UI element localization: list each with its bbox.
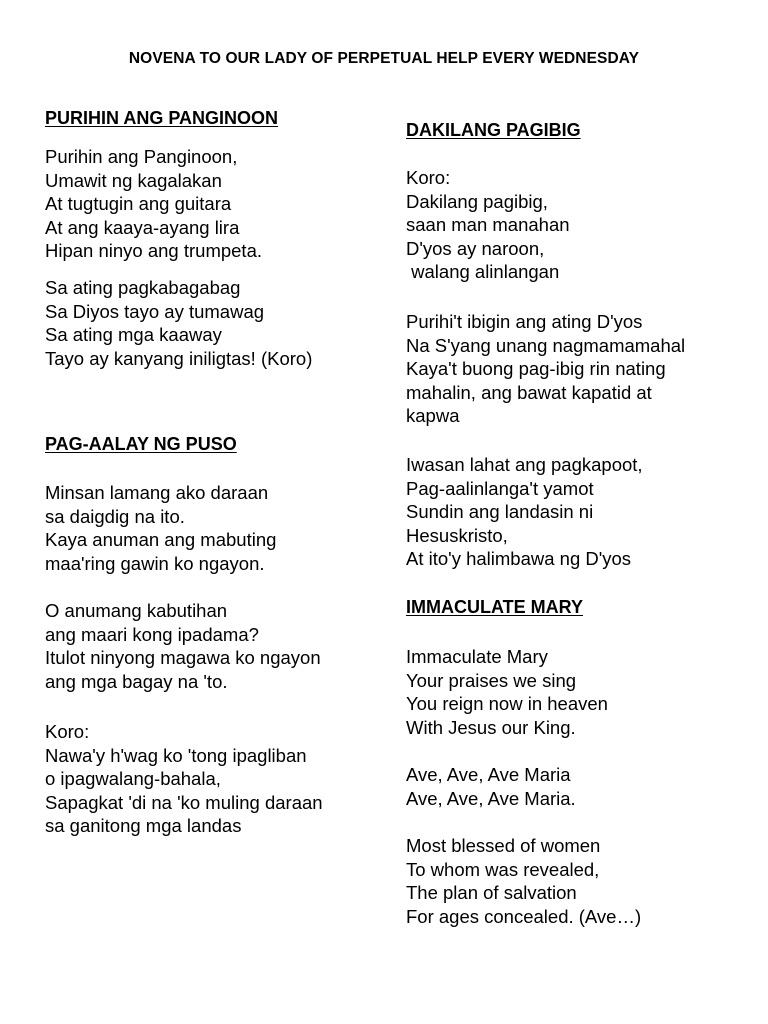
- song-title: PAG-AALAY NG PUSO: [45, 434, 237, 454]
- lyric-line: Purihi't ibigin ang ating D'yos: [406, 311, 643, 332]
- lyric-line: Purihin ang Panginoon,: [45, 146, 238, 167]
- lyric-line: Ave, Ave, Ave Maria: [406, 764, 571, 785]
- lyric-line: Sapagkat 'di na 'ko muling daraan: [45, 791, 323, 813]
- lyric-line: Hipan ninyo ang trumpeta.: [45, 240, 262, 261]
- lyric-line: The plan of salvation: [406, 882, 577, 903]
- lyric-line: Sa ating mga kaaway: [45, 324, 222, 345]
- lyric-line: Na S'yang unang nagmamamahal: [406, 334, 686, 356]
- lyric-line: sa ganitong mga landas: [45, 815, 242, 836]
- lyric-line: With Jesus our King.: [406, 716, 576, 738]
- stanza: [45, 145, 262, 263]
- lyric-line: D'yos ay naroon,: [406, 237, 545, 259]
- stanza: [45, 276, 312, 370]
- lyric-line: ang mga bagay na 'to.: [45, 670, 228, 692]
- lyric-line: At ang kaaya-ayang lira: [45, 216, 240, 238]
- song-title: IMMACULATE MARY: [406, 597, 583, 617]
- lyric-line: You reign now in heaven: [406, 693, 608, 714]
- lyric-line: Itulot ninyong magawa ko ngayon: [45, 647, 321, 668]
- lyric-line: To whom was revealed,: [406, 858, 600, 880]
- stanza: [45, 481, 276, 575]
- lyric-line: At ito'y halimbawa ng D'yos: [406, 548, 632, 569]
- stanza: [45, 599, 321, 693]
- lyric-line: Immaculate Mary: [406, 646, 548, 667]
- stanza: [406, 645, 608, 739]
- lyric-line: For ages concealed. (Ave…): [406, 905, 642, 927]
- lyric-line: Most blessed of women: [406, 835, 601, 856]
- lyric-line: kapwa: [406, 405, 460, 426]
- left-column: [45, 0, 385, 1024]
- stanza: [406, 453, 643, 571]
- lyric-line: Nawa'y h'wag ko 'tong ipagliban: [45, 744, 307, 766]
- stanza: [406, 834, 641, 928]
- lyric-line: O anumang kabutihan: [45, 600, 228, 621]
- lyric-line: Iwasan lahat ang pagkapoot,: [406, 454, 643, 475]
- lyric-line: maa'ring gawin ko ngayon.: [45, 552, 265, 574]
- song-title: DAKILANG PAGIBIG: [406, 120, 581, 140]
- stanza: [45, 720, 323, 838]
- lyric-line: Ave, Ave, Ave Maria.: [406, 787, 576, 809]
- lyric-line: saan man manahan: [406, 214, 570, 235]
- stanza: [406, 166, 570, 284]
- lyric-line: Minsan lamang ako daraan: [45, 482, 269, 503]
- lyric-line: Sa ating pagkabagabag: [45, 277, 241, 298]
- lyric-line: Sa Diyos tayo ay tumawag: [45, 300, 265, 322]
- lyric-line: mahalin, ang bawat kapatid at: [406, 381, 652, 403]
- stanza: [406, 310, 685, 428]
- lyric-line: o ipagwalang-bahala,: [45, 768, 221, 789]
- lyric-line: Your praises we sing: [406, 669, 577, 691]
- lyric-line: sa daigdig na ito.: [45, 505, 185, 527]
- lyric-line: Koro:: [45, 721, 90, 742]
- stanza: [406, 763, 576, 810]
- right-column: [406, 0, 756, 1024]
- lyric-line: Dakilang pagibig,: [406, 190, 548, 212]
- lyric-line: Umawit ng kagalakan: [45, 169, 222, 191]
- lyric-line: Kaya anuman ang mabuting: [45, 529, 277, 550]
- lyric-line: Sundin ang landasin ni: [406, 501, 594, 522]
- lyric-line: walang alinlangan: [406, 261, 560, 282]
- song-title: PURIHIN ANG PANGINOON: [45, 108, 279, 128]
- lyric-line: At tugtugin ang guitara: [45, 193, 232, 214]
- lyric-line: Koro:: [406, 167, 451, 188]
- lyric-line: ang maari kong ipadama?: [45, 623, 259, 645]
- lyric-line: Kaya't buong pag-ibig rin nating: [406, 358, 666, 379]
- document-title: NOVENA TO OUR LADY OF PERPETUAL HELP EVERY WEDNESDAY: [128, 50, 640, 67]
- lyric-line: Pag-aalinlanga't yamot: [406, 477, 594, 499]
- lyric-line: Hesuskristo,: [406, 524, 508, 546]
- lyric-line: Tayo ay kanyang iniligtas! (Koro): [45, 347, 313, 369]
